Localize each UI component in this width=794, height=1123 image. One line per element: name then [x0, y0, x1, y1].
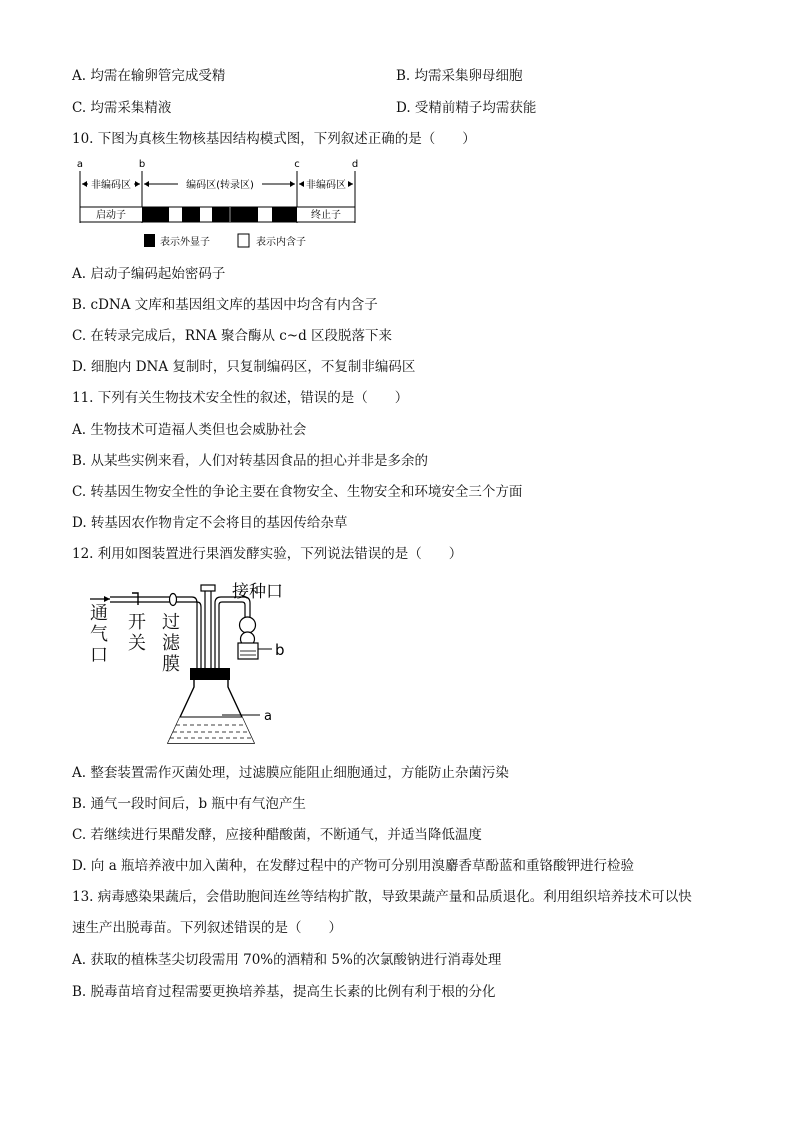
- legend-intron-swatch: [238, 234, 249, 247]
- diagram-label-c: c: [294, 159, 300, 170]
- region-coding: 编码区(转录区): [186, 180, 254, 191]
- exon: [182, 207, 200, 222]
- q13-option-b: B. 脱毒苗培育过程需要更换培养基，提高生长素的比例有利于根的分化: [72, 984, 496, 1000]
- q12-option-b: B. 通气一段时间后，b 瓶中有气泡产生: [72, 796, 306, 812]
- exon: [142, 207, 169, 222]
- exon: [230, 207, 258, 222]
- legend-exon-label: 表示外显子: [160, 237, 210, 248]
- q13-option-a: A. 获取的植株茎尖切段需用 70%的酒精和 5%的次氯酸钠进行消毒处理: [72, 952, 502, 968]
- terminator-label: 终止子: [311, 210, 341, 221]
- q10-stem: 10. 下图为真核生物核基因结构模式图，下列叙述正确的是（ ）: [72, 131, 476, 147]
- q11-option-a: A. 生物技术可造福人类但也会威胁社会: [72, 422, 307, 438]
- diagram-label-a: a: [76, 159, 84, 170]
- q12-option-d: D. 向 a 瓶培养液中加入菌种，在发酵过程中的产物可分别用溴麝香草酚蓝和重铬酸钾进行检验: [72, 858, 635, 874]
- inoculation-port-label: 接种口: [232, 582, 283, 602]
- q9-option-d: D. 受精前精子均需获能: [396, 100, 537, 116]
- q11-option-b: B. 从某些实例来看，人们对转基因食品的担心并非是多余的: [72, 453, 429, 469]
- air-inlet-label: 通气口: [90, 603, 108, 666]
- label-b: b: [275, 641, 285, 659]
- switch-label: 开关: [128, 612, 146, 654]
- q9-option-c: C. 均需采集精液: [72, 100, 172, 116]
- q12-stem: 12. 利用如图装置进行果酒发酵实验，下列说法错误的是（ ）: [72, 546, 463, 562]
- q11-option-d: D. 转基因农作物肯定不会将目的基因传给杂草: [72, 515, 348, 531]
- q9-option-a: A. 均需在输卵管完成受精: [72, 68, 226, 84]
- q9-option-b: B. 均需采集卵母细胞: [396, 68, 523, 84]
- q12-option-a: A. 整套装置需作灭菌处理，过滤膜应能阻止细胞通过，方能防止杂菌污染: [72, 765, 509, 781]
- region-noncoding-right: 非编码区: [306, 180, 346, 191]
- legend-exon-swatch: [144, 234, 155, 247]
- q11-option-c: C. 转基因生物安全性的争论主要在食物安全、生物安全和环境安全三个方面: [72, 484, 523, 500]
- region-noncoding-left: 非编码区: [91, 180, 131, 191]
- q13-stem-line2: 速生产出脱毒苗。下列叙述错误的是（ ）: [72, 920, 342, 936]
- q13-stem-line1: 13. 病毒感染果蔬后，会借助胞间连丝等结构扩散，导致果蔬产量和品质退化。利用组织培养技术可以快: [72, 889, 692, 905]
- gene-structure-diagram: [72, 155, 372, 255]
- q11-stem: 11. 下列有关生物技术安全性的叙述，错误的是（ ）: [72, 390, 409, 406]
- diagram-label-b: b: [138, 159, 146, 170]
- q10-option-b: B. cDNA 文库和基因组文库的基因中均含有内含子: [72, 297, 378, 313]
- exon: [272, 207, 297, 222]
- legend-intron-label: 表示内含子: [256, 237, 306, 248]
- diagram-label-d: d: [351, 159, 359, 170]
- q10-option-d: D. 细胞内 DNA 复制时，只复制编码区，不复制非编码区: [72, 359, 416, 375]
- q10-option-a: A. 启动子编码起始密码子: [72, 266, 226, 282]
- q12-option-c: C. 若继续进行果醋发酵，应接种醋酸菌，不断通气，并适当降低温度: [72, 827, 482, 843]
- filter-membrane-label: 过滤膜: [162, 612, 180, 675]
- promoter-label: 启动子: [96, 210, 126, 221]
- q10-option-c: C. 在转录完成后，RNA 聚合酶从 c~d 区段脱落下来: [72, 328, 393, 344]
- exon: [212, 207, 230, 222]
- label-a: a: [264, 709, 272, 724]
